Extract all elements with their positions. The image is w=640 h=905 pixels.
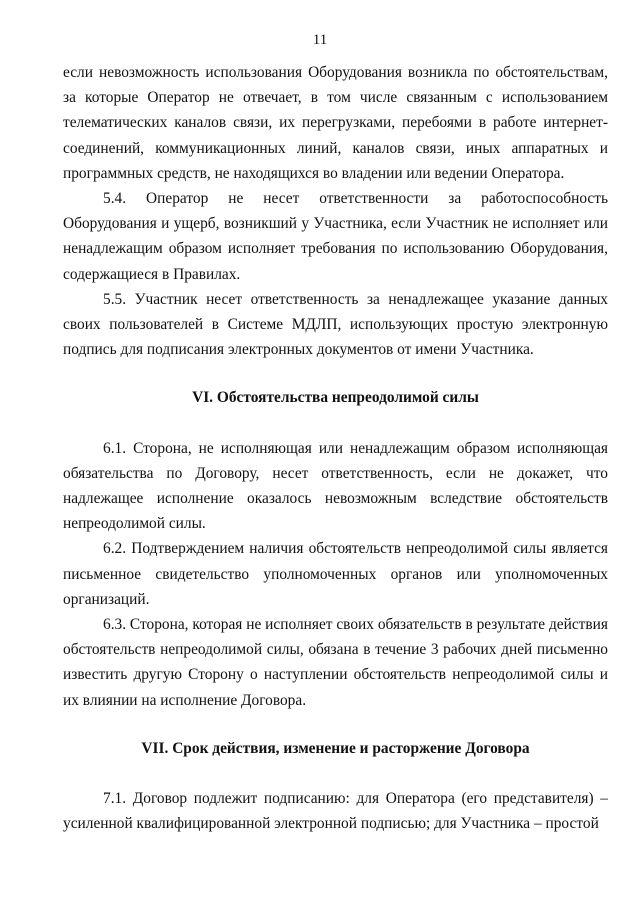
page-number: 11 (312, 32, 328, 48)
paragraph-6-2: 6.2. Подтверждением наличия обстоятельств непреодолимой силы является письменное свидетельство уполномоченных органов или уполномоченных организаций. (63, 540, 608, 608)
paragraph-6-3: 6.3. Сторона, которая не исполняет своих обязательств в результате действия обстоятельств непреодолимой силы, обязана в течение 3 рабочих дней письменно известить другую Сторону о наступлении обстоятельств непреодолимой силы и их влиянии на исполнение Договора. (63, 616, 608, 709)
paragraph-5-5: 5.5. Участник несет ответственность за ненадлежащее указание данных своих пользователей в Системе МДЛП, использующих простую электронную подпись для подписания электронных документов от имени Участника. (63, 290, 608, 359)
paragraph-6-1: 6.1. Сторона, не исполняющая или ненадлежащим образом исполняющая обязательства по Договору, несет ответственность, если не докажет, что надлежащее исполнение оказалось невозможным вследствие обстоятельств непреодолимой силы. (63, 439, 608, 533)
section-6-heading: VI. Обстоятельства непреодолимой силы (192, 389, 479, 407)
paragraph-5-4: 5.4. Оператор не несет ответственности за работоспособность Оборудования и ущерб, возникший у Участника, если Участник не исполняет или ненадлежащим образом исполняет требования по использованию Оборудования, содержащиеся в Правилах. (63, 190, 608, 283)
paragraph-7-1: 7.1. Договор подлежит подписанию: для Оператора (его представителя) – усиленной квалифицированной электронной подписью; для Участника – простой (63, 790, 608, 833)
paragraph-5-3-continuation: если невозможность использования Оборудования возникла по обстоятельствам, за которые Оператор не отвечает, в том числе связанным с использованием телематических каналов связи, их перегрузками, перебоями в работе интернет-соединений, коммуникационных линий, каналов связи, иных аппаратных и программных средств, не находящихся во владении или ведении Оператора. (63, 64, 608, 182)
document-body (63, 60, 608, 836)
section-7-heading: VII. Срок действия, изменение и расторжение Договора (141, 739, 530, 757)
